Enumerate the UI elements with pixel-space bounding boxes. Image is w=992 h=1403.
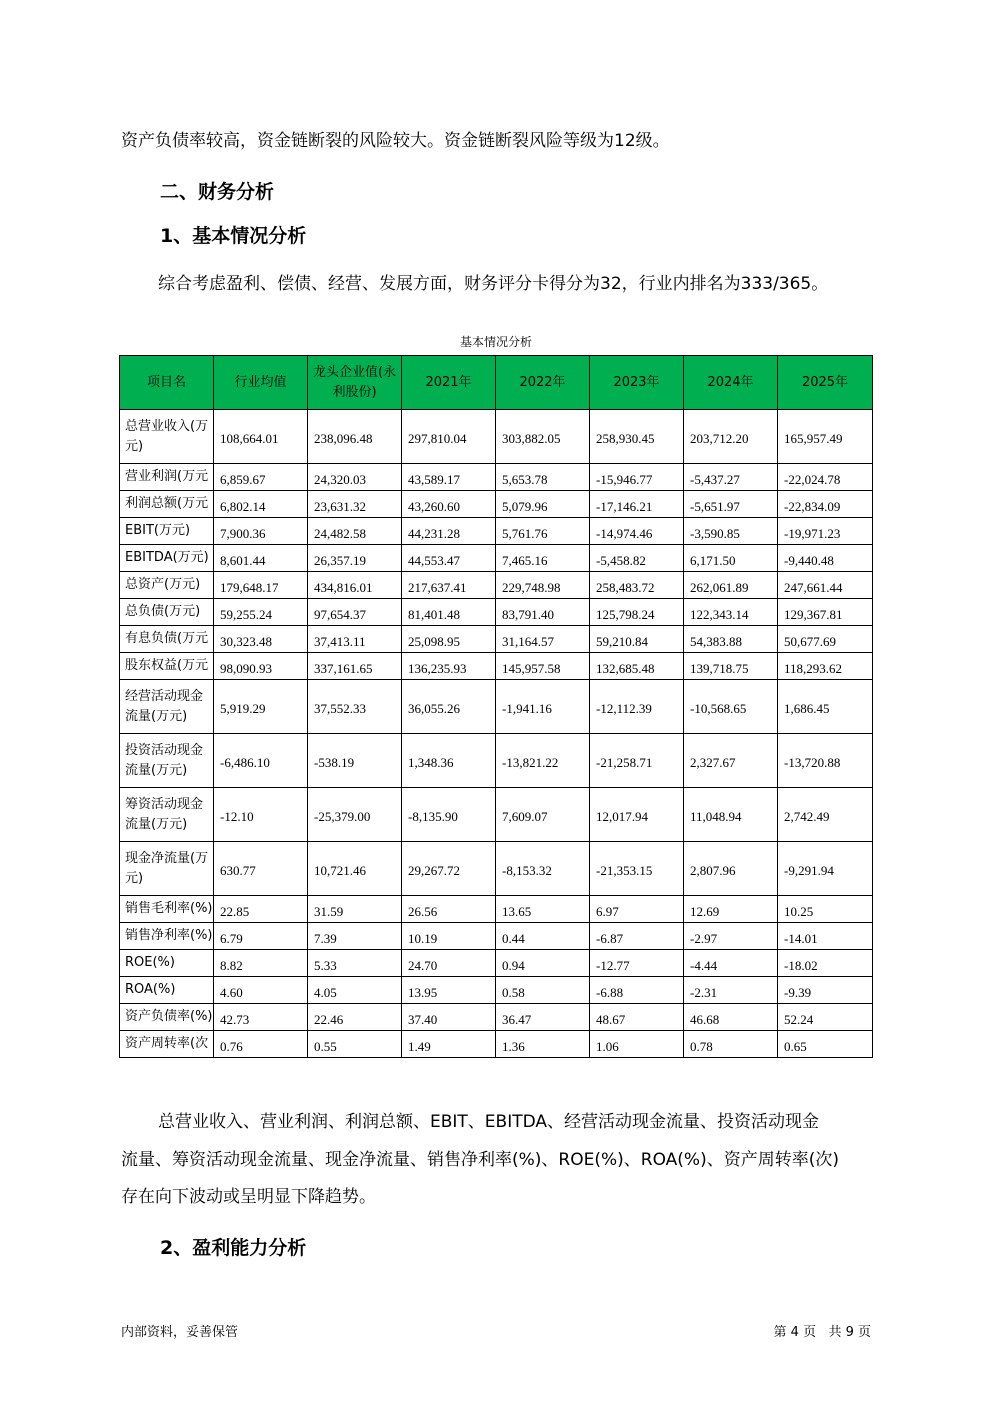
table-cell: -21,258.71 (590, 734, 684, 788)
row-label: 现金净流量(万元) (120, 842, 214, 896)
table-cell: 5.33 (308, 950, 402, 977)
row-label: 总负债(万元) (120, 599, 214, 626)
table-cell: 26,357.19 (308, 545, 402, 572)
row-label: 筹资活动现金流量(万元) (120, 788, 214, 842)
table-cell: -9,440.48 (778, 545, 873, 572)
table-cell: 36,055.26 (402, 680, 496, 734)
table-row (120, 572, 873, 599)
table-cell: 1.49 (402, 1031, 496, 1058)
table-cell: -15,946.77 (590, 464, 684, 491)
table-cell: 54,383.88 (684, 626, 778, 653)
table-cell: 2,327.67 (684, 734, 778, 788)
table-cell: 0.76 (214, 1031, 308, 1058)
header-year-2024: 2024年 (684, 356, 778, 410)
table-cell: 24,482.58 (308, 518, 402, 545)
table-cell: 2,807.96 (684, 842, 778, 896)
analysis-line-3: 存在向下波动或呈明显下降趋势。 (121, 1187, 376, 1207)
section-title: 二、财务分析 (160, 181, 275, 203)
table-cell: 129,367.81 (778, 599, 873, 626)
table-cell: -21,353.15 (590, 842, 684, 896)
table-cell: 13.65 (496, 896, 590, 923)
table-row (120, 1004, 873, 1031)
table-cell: 31.59 (308, 896, 402, 923)
analysis-line-1: 总营业收入、营业利润、利润总额、EBIT、EBITDA、经营活动现金流量、投资活动现金 (158, 1112, 820, 1132)
table-cell: -5,458.82 (590, 545, 684, 572)
table-cell: 5,919.29 (214, 680, 308, 734)
table-cell: 37,413.11 (308, 626, 402, 653)
table-cell: -6.87 (590, 923, 684, 950)
table-row (120, 626, 873, 653)
table-cell: 258,930.45 (590, 410, 684, 464)
table-cell: -3,590.85 (684, 518, 778, 545)
table-cell: 43,589.17 (402, 464, 496, 491)
table-cell: 31,164.57 (496, 626, 590, 653)
row-label: 经营活动现金流量(万元) (120, 680, 214, 734)
header-leader-label: 龙头企业值(永利股份) (312, 364, 397, 400)
summary-line: 综合考虑盈利、偿债、经营、发展方面，财务评分卡得分为32，行业内排名为333/365。 (158, 274, 829, 294)
table-row (120, 599, 873, 626)
table-cell: -6.88 (590, 977, 684, 1004)
table-cell: -19,971.23 (778, 518, 873, 545)
row-label: 资产周转率(次 (120, 1031, 214, 1058)
table-cell: 6.79 (214, 923, 308, 950)
table-cell: -538.19 (308, 734, 402, 788)
table-cell: 11,048.94 (684, 788, 778, 842)
table-cell: 125,798.24 (590, 599, 684, 626)
table-cell: 165,957.49 (778, 410, 873, 464)
table-cell: -12.10 (214, 788, 308, 842)
table-row (120, 545, 873, 572)
table-cell: 10,721.46 (308, 842, 402, 896)
table-row (120, 464, 873, 491)
table-cell: 81,401.48 (402, 599, 496, 626)
table-cell: 30,323.48 (214, 626, 308, 653)
table-cell: 217,637.41 (402, 572, 496, 599)
table-cell: 7,900.36 (214, 518, 308, 545)
table-cell: 10.25 (778, 896, 873, 923)
table-cell: 108,664.01 (214, 410, 308, 464)
basic-analysis-table (119, 355, 873, 1058)
table-cell: -2.97 (684, 923, 778, 950)
table-cell: 36.47 (496, 1004, 590, 1031)
table-cell: 0.94 (496, 950, 590, 977)
table-cell: 247,661.44 (778, 572, 873, 599)
table-row (120, 923, 873, 950)
row-label: 投资活动现金流量(万元) (120, 734, 214, 788)
table-cell: 139,718.75 (684, 653, 778, 680)
row-label: 总营业收入(万元) (120, 410, 214, 464)
table-cell: 6,859.67 (214, 464, 308, 491)
row-label: 利润总额(万元 (120, 491, 214, 518)
table-cell: 0.65 (778, 1031, 873, 1058)
row-label: ROE(%) (120, 950, 214, 977)
table-row (120, 491, 873, 518)
table-cell: 98,090.93 (214, 653, 308, 680)
table-cell: -14,974.46 (590, 518, 684, 545)
table-cell: 26.56 (402, 896, 496, 923)
row-label: 销售毛利率(%) (120, 896, 214, 923)
table-cell: 29,267.72 (402, 842, 496, 896)
header-leader-value (308, 356, 402, 410)
table-cell: 1.06 (590, 1031, 684, 1058)
table-cell: 1,348.36 (402, 734, 496, 788)
table-cell: 337,161.65 (308, 653, 402, 680)
table-cell: -5,437.27 (684, 464, 778, 491)
table-cell: 132,685.48 (590, 653, 684, 680)
table-cell: -5,651.97 (684, 491, 778, 518)
table-cell: 6,171.50 (684, 545, 778, 572)
table-cell: 37,552.33 (308, 680, 402, 734)
table-cell: 229,748.98 (496, 572, 590, 599)
table-cell: 6,802.14 (214, 491, 308, 518)
header-industry-avg: 行业均值 (214, 356, 308, 410)
header-year-2022: 2022年 (496, 356, 590, 410)
table-row (120, 896, 873, 923)
table-cell: 43,260.60 (402, 491, 496, 518)
intro-line: 资产负债率较高，资金链断裂的风险较大。资金链断裂风险等级为12级。 (121, 131, 670, 151)
row-label: 销售净利率(%) (120, 923, 214, 950)
row-label: 营业利润(万元 (120, 464, 214, 491)
subsection-title-profitability: 2、盈利能力分析 (160, 1237, 307, 1259)
row-label: 股东权益(万元 (120, 653, 214, 680)
table-cell: 262,061.89 (684, 572, 778, 599)
table-cell: 5,079.96 (496, 491, 590, 518)
table-cell: 22.46 (308, 1004, 402, 1031)
table-cell: 46.68 (684, 1004, 778, 1031)
table-row (120, 977, 873, 1004)
table-header-row (120, 356, 873, 410)
table-cell: 122,343.14 (684, 599, 778, 626)
table-cell: 37.40 (402, 1004, 496, 1031)
table-cell: 52.24 (778, 1004, 873, 1031)
table-row (120, 680, 873, 734)
row-label: 总资产(万元) (120, 572, 214, 599)
table-cell: 97,654.37 (308, 599, 402, 626)
table-cell: 44,553.47 (402, 545, 496, 572)
table-cell: 5,761.76 (496, 518, 590, 545)
row-label: 有息负债(万元 (120, 626, 214, 653)
table-cell: 25,098.95 (402, 626, 496, 653)
table-cell: 4.60 (214, 977, 308, 1004)
table-cell: -9,291.94 (778, 842, 873, 896)
table-cell: 434,816.01 (308, 572, 402, 599)
table-cell: -13,720.88 (778, 734, 873, 788)
table-row (120, 734, 873, 788)
table-row (120, 410, 873, 464)
table-cell: 0.78 (684, 1031, 778, 1058)
row-label: 资产负债率(%) (120, 1004, 214, 1031)
table-cell: 24,320.03 (308, 464, 402, 491)
table-cell: 22.85 (214, 896, 308, 923)
footer-page-number: 第 4 页 共 9 页 (773, 1325, 871, 1340)
table-cell: 6.97 (590, 896, 684, 923)
table-cell: -13,821.22 (496, 734, 590, 788)
table-cell: 8,601.44 (214, 545, 308, 572)
table-cell: -6,486.10 (214, 734, 308, 788)
table-body (120, 410, 873, 1058)
table-cell: -2.31 (684, 977, 778, 1004)
table-cell: -14.01 (778, 923, 873, 950)
analysis-line-2: 流量、筹资活动现金流量、现金净流量、销售净利率(%)、ROE(%)、ROA(%)、资产周转率(次) (121, 1150, 839, 1170)
table-cell: -8,135.90 (402, 788, 496, 842)
table-cell: -10,568.65 (684, 680, 778, 734)
table-cell: 24.70 (402, 950, 496, 977)
table-cell: 0.55 (308, 1031, 402, 1058)
table-cell: 1.36 (496, 1031, 590, 1058)
table-cell: 1,686.45 (778, 680, 873, 734)
table-cell: -9.39 (778, 977, 873, 1004)
table-cell: 48.67 (590, 1004, 684, 1031)
table-cell: -1,941.16 (496, 680, 590, 734)
table-row (120, 1031, 873, 1058)
table-cell: 5,653.78 (496, 464, 590, 491)
table-cell: 83,791.40 (496, 599, 590, 626)
header-year-2025: 2025年 (778, 356, 873, 410)
table-row (120, 788, 873, 842)
table-cell: 203,712.20 (684, 410, 778, 464)
table-cell: 630.77 (214, 842, 308, 896)
table-row (120, 950, 873, 977)
table-cell: 179,648.17 (214, 572, 308, 599)
table-cell: 2,742.49 (778, 788, 873, 842)
table-cell: 4.05 (308, 977, 402, 1004)
table-cell: -25,379.00 (308, 788, 402, 842)
table-cell: -22,834.09 (778, 491, 873, 518)
table-cell: 59,255.24 (214, 599, 308, 626)
row-label: EBITDA(万元) (120, 545, 214, 572)
table-row (120, 653, 873, 680)
table-cell: 238,096.48 (308, 410, 402, 464)
header-year-2021: 2021年 (402, 356, 496, 410)
table-cell: 7,465.16 (496, 545, 590, 572)
table-cell: -12.77 (590, 950, 684, 977)
table-cell: 10.19 (402, 923, 496, 950)
table-cell: 12.69 (684, 896, 778, 923)
table-caption: 基本情况分析 (459, 335, 532, 349)
table-cell: 7.39 (308, 923, 402, 950)
table-cell: 13.95 (402, 977, 496, 1004)
row-label: ROA(%) (120, 977, 214, 1004)
table-cell: 42.73 (214, 1004, 308, 1031)
table-cell: -4.44 (684, 950, 778, 977)
table-row (120, 518, 873, 545)
table-cell: 297,810.04 (402, 410, 496, 464)
table-cell: 50,677.69 (778, 626, 873, 653)
table-cell: -8,153.32 (496, 842, 590, 896)
table-cell: 258,483.72 (590, 572, 684, 599)
header-item-name: 项目名 (120, 356, 214, 410)
footer-left: 内部资料，妥善保管 (121, 1325, 239, 1340)
header-year-2023: 2023年 (590, 356, 684, 410)
table-cell: 118,293.62 (778, 653, 873, 680)
row-label: EBIT(万元) (120, 518, 214, 545)
table-cell: 44,231.28 (402, 518, 496, 545)
table-cell: 0.58 (496, 977, 590, 1004)
table-cell: 145,957.58 (496, 653, 590, 680)
table-cell: 23,631.32 (308, 491, 402, 518)
table-cell: -18.02 (778, 950, 873, 977)
table-row (120, 842, 873, 896)
table-cell: 0.44 (496, 923, 590, 950)
table-cell: -12,112.39 (590, 680, 684, 734)
table-cell: 12,017.94 (590, 788, 684, 842)
table-cell: 136,235.93 (402, 653, 496, 680)
table-cell: 303,882.05 (496, 410, 590, 464)
table-cell: 7,609.07 (496, 788, 590, 842)
table-cell: 8.82 (214, 950, 308, 977)
subsection-title-basic: 1、基本情况分析 (160, 225, 307, 247)
table-cell: -22,024.78 (778, 464, 873, 491)
table-cell: 59,210.84 (590, 626, 684, 653)
table-cell: -17,146.21 (590, 491, 684, 518)
